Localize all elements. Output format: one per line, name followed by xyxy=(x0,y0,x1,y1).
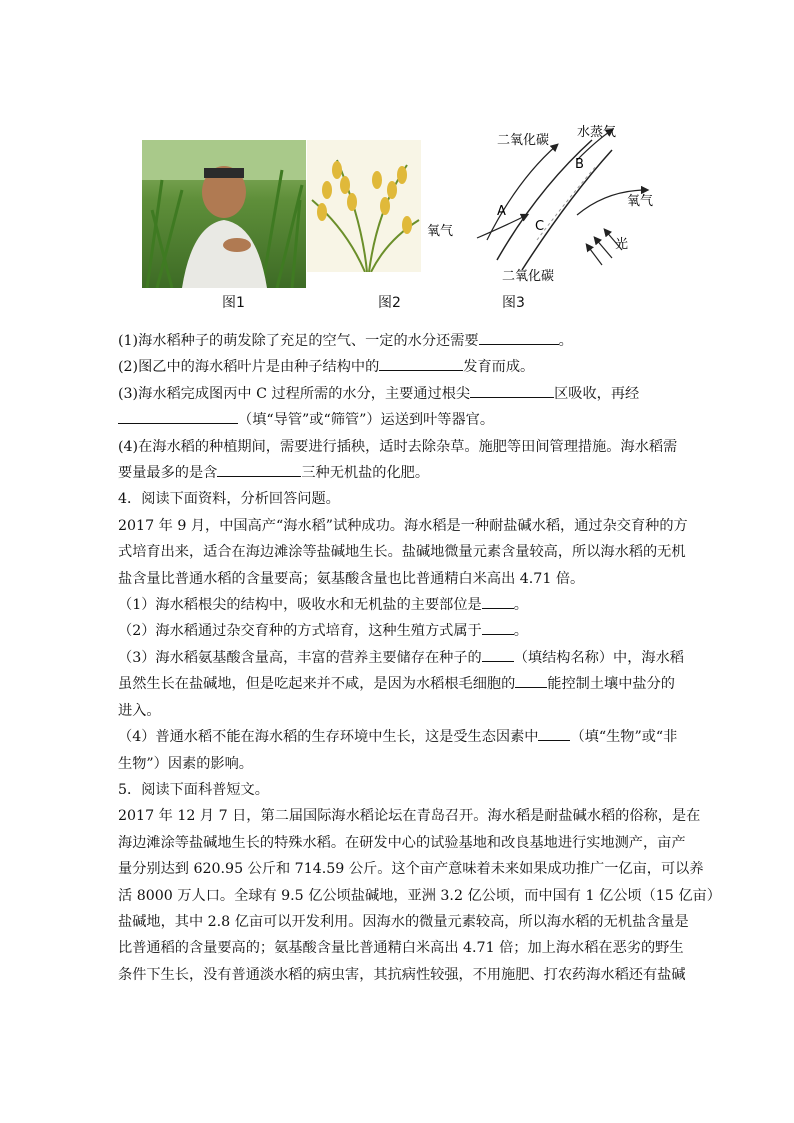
q4-sub-3b: 虽然生长在盐碱地，但是吃起来并不咸，是因为水稻根毛细胞的 能控制土壤中盐分的 xyxy=(118,671,678,697)
q4-heading: 4．阅读下面资料，分析回答问题。 xyxy=(118,491,340,508)
q4-sub-1: （1）海水稻根尖的结构中，吸收水和无机盐的主要部位是 。 xyxy=(118,592,678,618)
q4-sub-2: （2）海水稻通过杂交育种的方式培育，这种生殖方式属于 。 xyxy=(118,618,678,644)
q3-line-2: (2)图乙中的海水稻叶片是由种子结构中的 发育而成。 xyxy=(118,354,678,380)
label-b: B xyxy=(575,157,584,172)
label-light: 光 xyxy=(615,237,629,252)
answer-blank xyxy=(482,594,514,609)
document-body xyxy=(118,328,721,988)
q5-para-5: 盐碱地，其中 2.8 亿亩可以开发利用。因海水的微量元素较高，所以海水稻的无机盐含量是 xyxy=(118,913,689,930)
answer-blank xyxy=(538,726,570,741)
q3-line-5: (4)在海水稻的种植期间，需要进行插秧，适时去除杂草。施肥等田间管理措施。海水稻需 xyxy=(118,438,678,455)
q5-para-7: 条件下生长，没有普通淡水稻的病虫害，其抗病性较强，不用施肥、打农药海水稻还有盐碱 xyxy=(118,966,686,983)
q4-para-3: 盐含量比普通水稻的含量要高；氨基酸含量也比普通精白米高出 4.71 倍。 xyxy=(118,570,585,587)
label-oxygen-right: 氧气 xyxy=(627,194,654,209)
q5-para-2: 海边滩涂等盐碱地生长的特殊水稻。在研发中心的试验基地和改良基地进行实地测产，亩产 xyxy=(118,834,686,851)
q5-para-4: 活 8000 万人口。全球有 9.5 亿公顷盐碱地，亚洲 3.2 亿公顷，而中国有 1 亿公顷（15 亿亩） xyxy=(118,887,721,904)
label-a: A xyxy=(497,204,506,219)
q4-sub-3: （3）海水稻氨基酸含量高，丰富的营养主要储存在种子的 （填结构名称）中，海水稻 xyxy=(118,645,678,671)
label-water-vapor: 水蒸气 xyxy=(577,125,617,140)
leaf-diagram xyxy=(427,120,667,285)
answer-blank xyxy=(470,383,554,398)
figure-1-caption: 图1 xyxy=(222,295,245,311)
answer-blank xyxy=(479,330,559,345)
photo-rice-ears xyxy=(307,140,421,272)
q3-line-4: （填“导管”或“筛管”）运送到叶等器官。 xyxy=(118,407,678,433)
answer-blank xyxy=(482,620,514,635)
figure-3-caption: 图3 xyxy=(502,295,525,311)
q5-para-3: 量分别达到 620.95 公斤和 714.59 公斤。这个亩产意味着未来如果成功推广一亿亩，可以养 xyxy=(118,861,704,878)
q3-line-1: (1)海水稻种子的萌发除了充足的空气、一定的水分还需要 。 xyxy=(118,328,678,354)
answer-blank xyxy=(118,409,238,424)
q5-para-6: 比普通稻的含量要高的；氨基酸含量比普通精白米高出 4.71 倍；加上海水稻在恶劣的野生 xyxy=(118,940,684,957)
q5-para-1: 2017 年 12 月 7 日，第二届国际海水稻论坛在青岛召开。海水稻是耐盐碱水稻的俗称，是在 xyxy=(118,808,701,825)
q4-sub-3c: 进入。 xyxy=(118,702,161,719)
answer-blank xyxy=(482,647,514,662)
q4-para-1: 2017 年 9 月，中国高产“海水稻”试种成功。海水稻是一种耐盐碱水稻，通过杂交育种的方 xyxy=(118,517,688,534)
q4-sub-4b: 生物”）因素的影响。 xyxy=(118,755,253,772)
q5-heading: 5．阅读下面科普短文。 xyxy=(118,781,269,798)
figure-2-caption: 图2 xyxy=(378,295,401,311)
q4-sub-4: （4）普通水稻不能在海水稻的生存环境中生长，这是受生态因素中 （填“生物”或“非 xyxy=(118,724,678,750)
label-oxygen-left: 氧气 xyxy=(427,224,454,239)
q3-line-3: (3)海水稻完成图丙中 C 过程所需的水分，主要通过根尖 区吸收，再经 xyxy=(118,381,678,407)
answer-blank xyxy=(515,673,547,688)
answer-blank xyxy=(217,462,301,477)
label-c: C xyxy=(535,219,545,234)
label-co2-bottom: 二氧化碳 xyxy=(502,269,555,284)
label-co2-top: 二氧化碳 xyxy=(497,133,550,148)
answer-blank xyxy=(379,356,463,371)
figure-row xyxy=(142,120,662,315)
q4-para-2: 式培育出来，适合在海边滩涂等盐碱地生长。盐碱地微量元素含量较高，所以海水稻的无机 xyxy=(118,544,686,561)
q3-line-6: 要量最多的是含 三种无机盐的化肥。 xyxy=(118,460,678,486)
photo-farmer-in-rice-field xyxy=(142,140,306,288)
